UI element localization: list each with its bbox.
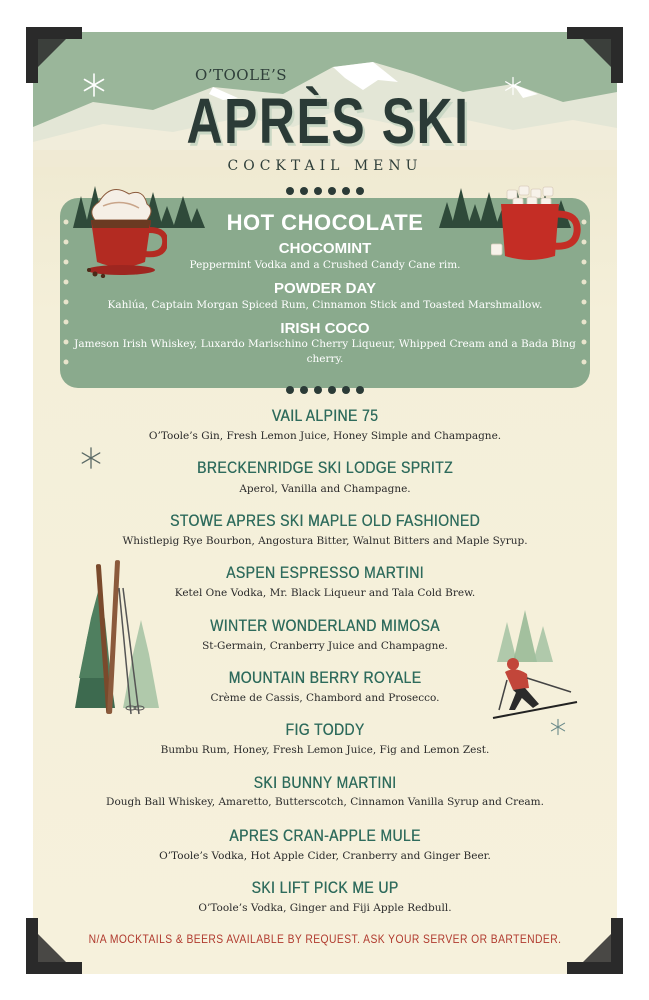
brand-name: O’TOOLE’S [194, 66, 288, 84]
hot-item-description: Kahlúa, Captain Morgan Spiced Rum, Cinnamon Stick and Toasted Marshmallow. [107, 299, 543, 311]
snowflake-icon [81, 72, 107, 98]
cocktail-description: O’Toole’s Vodka, Ginger and Fiji Apple Redbull. [198, 902, 452, 914]
cocktail-name: WINTER WONDERLAND MIMOSA [210, 616, 440, 635]
cocktail-name: FIG TODDY [285, 720, 365, 739]
cocktail-name: BRECKENRIDGE SKI LODGE SPRITZ [197, 458, 453, 477]
hot-item-name: CHOCOMINT [278, 240, 372, 257]
cocktail-description: St-Germain, Cranberry Juice and Champagne. [202, 640, 448, 652]
cocktail-description: Crème de Cassis, Chambord and Prosecco. [210, 692, 440, 704]
menu-subtitle: COCKTAIL MENU [227, 158, 423, 174]
photo-corner-icon [26, 918, 82, 974]
photo-corner-icon [567, 27, 623, 83]
cocktail-description: O’Toole’s Gin, Fresh Lemon Juice, Honey Simple and Champagne. [148, 430, 502, 442]
cocktail-name: SKI BUNNY MARTINI [253, 773, 397, 792]
skier-icon [487, 592, 587, 722]
photo-corner-icon [26, 27, 82, 83]
cocktail-name: SKI LIFT PICK ME UP [251, 878, 399, 897]
cocktail-description: Bumbu Rum, Honey, Fresh Lemon Juice, Fig and Lemon Zest. [160, 744, 490, 756]
menu-title: APRÈS SKI [186, 85, 470, 157]
skis-icon [71, 558, 167, 724]
cocktail-description: Ketel One Vodka, Mr. Black Liqueur and Tala Cold Brew. [174, 587, 476, 599]
cocktail-name: STOWE APRES SKI MAPLE OLD FASHIONED [169, 511, 481, 530]
cocktail-name: VAIL ALPINE 75 [271, 406, 379, 425]
hot-chocolate-title: HOT CHOCOLATE [226, 210, 424, 235]
dots-divider [285, 186, 365, 196]
hot-item-description: Peppermint Vodka and a Crushed Candy Cane rim. [189, 259, 461, 271]
cocktail-description: Aperol, Vanilla and Champagne. [239, 483, 411, 495]
menu-card [33, 32, 617, 974]
snowflake-icon [549, 718, 567, 736]
cocktail-description: Whistlepig Rye Bourbon, Angostura Bitter, Walnut Bitters and Maple Syrup. [122, 535, 528, 547]
hot-item-name: IRISH COCO [280, 320, 370, 337]
footer-note: N/A MOCKTAILS & BEERS AVAILABLE BY REQUEST. ASK YOUR SERVER OR BARTENDER. [88, 932, 562, 946]
cocktail-name: ASPEN ESPRESSO MARTINI [226, 563, 424, 582]
hot-item-name: POWDER DAY [274, 280, 376, 297]
cocktail-description: Dough Ball Whiskey, Amaretto, Butterscotch, Cinnamon Vanilla Syrup and Cream. [106, 796, 544, 808]
snowflake-icon [79, 446, 103, 470]
cocktail-name: APRES CRAN-APPLE MULE [229, 826, 421, 845]
hot-item-description: Jameson Irish Whiskey, Luxardo Marischino Cherry Liqueur, Whipped Cream and a Bada Bing cherry. [74, 338, 576, 365]
cocktail-description: O’Toole’s Vodka, Hot Apple Cider, Cranberry and Ginger Beer. [159, 850, 491, 862]
cocktail-name: MOUNTAIN BERRY ROYALE [228, 668, 422, 687]
photo-corner-icon [567, 918, 623, 974]
dots-divider [285, 385, 365, 395]
